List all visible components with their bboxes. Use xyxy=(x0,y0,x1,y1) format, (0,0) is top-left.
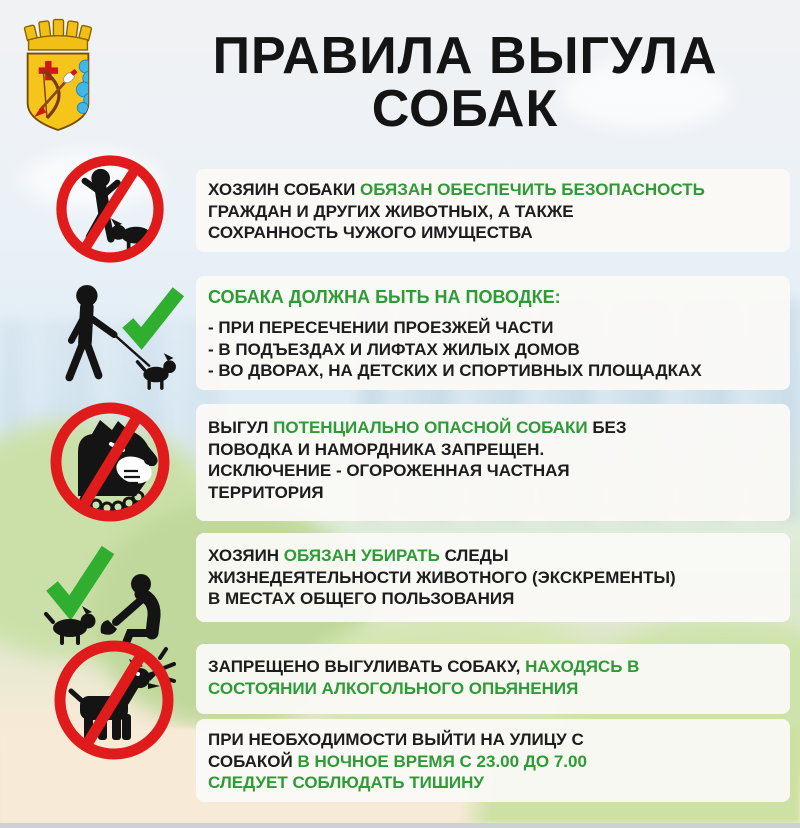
no-dog-attacking-person-icon xyxy=(54,153,166,265)
rule-text-segment: ВЫГУЛ xyxy=(208,418,274,437)
kirov-city-coat-of-arms-icon xyxy=(12,6,104,138)
rule-text xyxy=(208,417,778,503)
page-title-line1: ПРАВИЛА ВЫГУЛА xyxy=(212,27,718,85)
rule-list-item: - ВО ДВОРАХ, НА ДЕТСКИХ И СПОРТИВНЫХ ПЛОЩАДКАХ xyxy=(208,361,702,380)
rule-card-night-quiet xyxy=(196,719,790,802)
rule-text-segment: ХОЗЯИН xyxy=(208,546,284,565)
rule-text-segment-green: ОБЯЗАН УБИРАТЬ xyxy=(283,546,440,565)
rule-card-dangerous-dog xyxy=(196,404,790,521)
rule-text-segment: БЕЗ xyxy=(587,418,627,437)
rule-text-segment-green: ПОТЕНЦИАЛЬНО ОПАСНОЙ СОБАКИ xyxy=(273,418,588,437)
page-title-line2: СОБАК xyxy=(371,80,559,139)
rule-text-segment: ХОЗЯИН СОБАКИ xyxy=(208,180,361,199)
no-barking-dog-icon xyxy=(52,638,176,762)
rule-text xyxy=(208,656,778,699)
rule-text-segment-green: В НОЧНОЕ ВРЕМЯ С 23.00 ДО 7.00 xyxy=(297,751,587,771)
rule-list-item: - ПРИ ПЕРЕСЕЧЕНИИ ПРОЕЗЖЕЙ ЧАСТИ xyxy=(208,318,554,337)
rule-text-segment-green: ОБЯЗАН ОБЕСПЕЧИТЬ БЕЗОПАСНОСТЬ xyxy=(360,180,705,199)
rule-text-segment: В МЕСТАХ ОБЩЕГО ПОЛЬЗОВАНИЯ xyxy=(208,589,515,608)
rule-text xyxy=(208,545,778,610)
rule-card-safety xyxy=(196,169,790,252)
rule-card-alcohol xyxy=(196,644,790,714)
clean-up-after-dog-checkmark-icon xyxy=(38,536,188,646)
rule-text-segment: ТЕРРИТОРИЯ xyxy=(208,482,324,502)
rule-text-segment: ЗАПРЕЩЕНО ВЫГУЛИВАТЬ СОБАКУ, xyxy=(208,657,526,676)
rule-text-segment: СОБАКОЙ xyxy=(208,751,298,771)
no-dangerous-dog-icon xyxy=(48,400,172,524)
rule-text-segment-green: СЛЕДУЕТ СОБЛЮДАТЬ ТИШИНУ xyxy=(208,773,484,792)
rule-text-segment: СОХРАННОСТЬ ЧУЖОГО ИМУЩЕСТВА xyxy=(208,223,533,242)
rule-text-segment-green: СОСТОЯНИИ АЛКОГОЛЬНОГО ОПЬЯНЕНИЯ xyxy=(208,678,579,698)
rule-list-item: - В ПОДЪЕЗДАХ И ЛИФТАХ ЖИЛЫХ ДОМОВ xyxy=(208,339,580,359)
rule-text-segment: ГРАЖДАН И ДРУГИХ ЖИВОТНЫХ, А ТАКЖЕ xyxy=(208,201,574,221)
rule-card-clean-up xyxy=(196,533,790,622)
dog-on-leash-checkmark-icon xyxy=(46,280,192,397)
rule-text-segment: ПОВОДКА И НАМОРДНИКА ЗАПРЕЩЕН. xyxy=(208,439,545,459)
rule-text xyxy=(208,179,778,244)
rule-text-segment: ПРИ НЕОБХОДИМОСТИ ВЫЙТИ НА УЛИЦУ С xyxy=(208,730,584,749)
rule-text-segment: ИСКЛЮЧЕНИЕ - ОГОРОЖЕННАЯ ЧАСТНАЯ xyxy=(208,461,570,480)
rule-text-segment: ЖИЗНЕДЕЯТЕЛЬНОСТИ ЖИВОТНОГО (ЭКСКРЕМЕНТЫ) xyxy=(208,567,676,587)
rule-heading: СОБАКА ДОЛЖНА БЫТЬ НА ПОВОДКЕ: xyxy=(208,287,561,307)
page-title xyxy=(160,27,770,139)
rule-text-segment-green: НАХОДЯСЬ В xyxy=(525,657,640,676)
background-bottom-strip xyxy=(0,823,800,828)
rule-text xyxy=(208,729,778,794)
rule-text-segment: СЛЕДЫ xyxy=(439,546,509,565)
rule-card-leash xyxy=(196,276,790,390)
